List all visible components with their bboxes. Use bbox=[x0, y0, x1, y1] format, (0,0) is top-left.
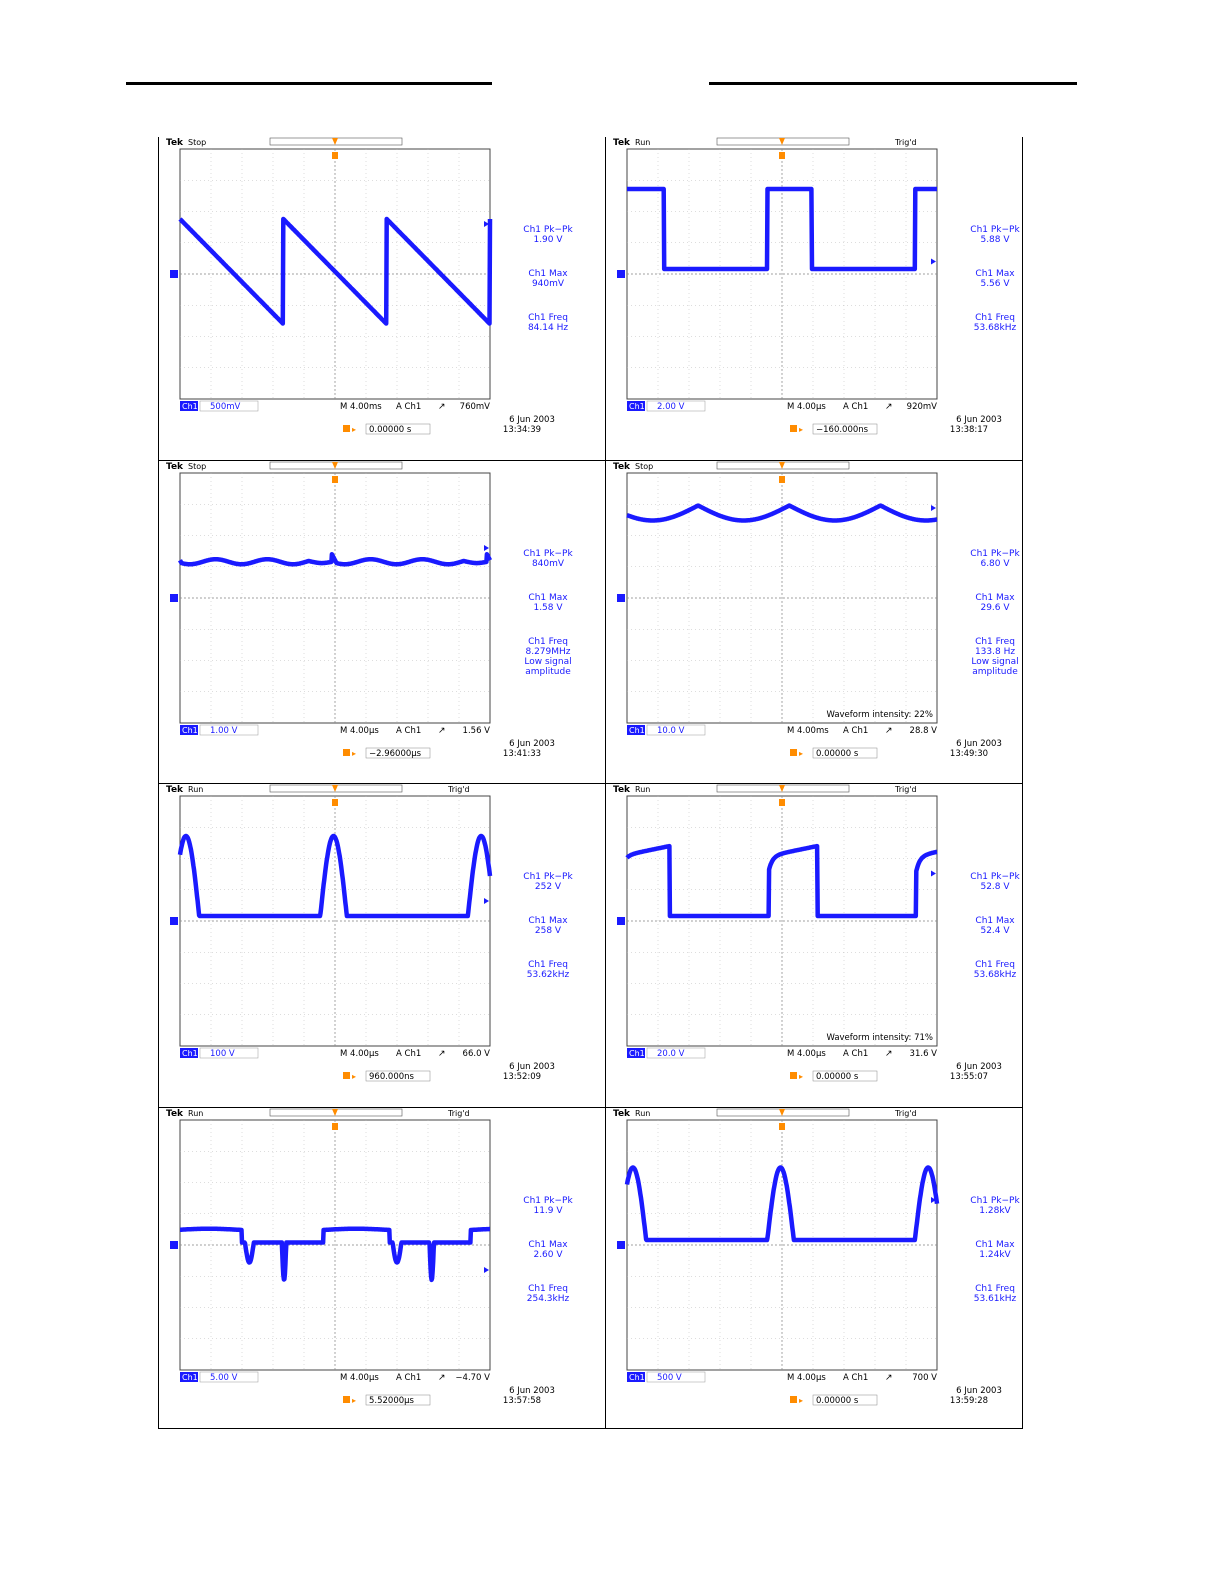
trigger-position: 0.00000 s bbox=[369, 425, 412, 435]
measurement-value: 6.80 V bbox=[980, 559, 1010, 569]
trigger-delay-icon bbox=[343, 1396, 350, 1403]
trigger-source: A Ch1 bbox=[843, 1373, 869, 1383]
acquisition-state: Run bbox=[635, 138, 651, 147]
oscilloscope-screenshot bbox=[160, 461, 580, 771]
rising-edge-icon: ↗ bbox=[885, 1373, 893, 1383]
timebase: M 4.00µs bbox=[340, 726, 379, 736]
scope-capture-5 bbox=[160, 784, 580, 1098]
ch1-ground-marker bbox=[617, 270, 625, 278]
acquisition-state: Run bbox=[635, 785, 651, 794]
rising-edge-icon: ↗ bbox=[438, 1373, 446, 1383]
ch1-ground-marker bbox=[617, 1241, 625, 1249]
ch1-ground-marker bbox=[170, 594, 178, 602]
trigger-point-icon bbox=[779, 799, 785, 806]
ch1-scale: 100 V bbox=[210, 1049, 235, 1059]
measurement-label: Ch1 Max bbox=[528, 916, 568, 926]
measurement-label: Ch1 Max bbox=[975, 916, 1015, 926]
measurement-label: Ch1 Max bbox=[528, 1240, 568, 1250]
measurement-value: 52.4 V bbox=[980, 926, 1010, 936]
measurement-value: 258 V bbox=[534, 926, 562, 936]
ch1-ground-marker bbox=[170, 917, 178, 925]
measurement-value: 84.14 Hz bbox=[527, 323, 569, 333]
trigger-position: 0.00000 s bbox=[816, 1072, 859, 1082]
trigger-source: A Ch1 bbox=[843, 1049, 869, 1059]
ch1-badge-label: Ch1 bbox=[182, 726, 198, 735]
header-rule-left bbox=[126, 82, 492, 85]
scope-capture-1 bbox=[160, 137, 580, 451]
timebase: M 4.00µs bbox=[787, 1373, 826, 1383]
trigger-position: 0.00000 s bbox=[816, 1396, 859, 1406]
waveform-intensity-readout: Waveform intensity: 71% bbox=[826, 1033, 933, 1043]
arrow-icon: ▸ bbox=[799, 1396, 804, 1405]
acquisition-state: Run bbox=[188, 785, 204, 794]
arrow-icon: ▸ bbox=[799, 425, 804, 434]
tek-logo: Tek bbox=[613, 138, 631, 148]
rising-edge-icon: ↗ bbox=[885, 726, 893, 736]
trigger-point-icon bbox=[779, 1123, 785, 1130]
timebase: M 4.00µs bbox=[340, 1049, 379, 1059]
capture-time: 13:38:17 bbox=[949, 425, 989, 435]
measurement-label: Ch1 Max bbox=[975, 269, 1015, 279]
trigger-position: 5.52000µs bbox=[369, 1396, 414, 1406]
trigger-position: 960.000ns bbox=[369, 1072, 414, 1082]
scope-capture-7 bbox=[160, 1108, 580, 1422]
trigger-source: A Ch1 bbox=[843, 402, 869, 412]
oscilloscope-screenshot bbox=[160, 784, 580, 1094]
timebase: M 4.00µs bbox=[340, 1373, 379, 1383]
measurement-label: Ch1 Max bbox=[528, 269, 568, 279]
acquisition-state: Stop bbox=[635, 462, 654, 471]
capture-date: 6 Jun 2003 bbox=[956, 415, 1002, 425]
tek-logo: Tek bbox=[166, 785, 184, 795]
ch1-scale: 20.0 V bbox=[657, 1049, 685, 1059]
capture-date: 6 Jun 2003 bbox=[509, 1386, 555, 1396]
measurement-label: Ch1 Max bbox=[975, 1240, 1015, 1250]
arrow-icon: ▸ bbox=[352, 1072, 357, 1081]
ch1-badge-label: Ch1 bbox=[629, 726, 645, 735]
waveform-intensity-readout: Waveform intensity: 22% bbox=[826, 710, 933, 720]
acquisition-state: Run bbox=[635, 1109, 651, 1118]
capture-time: 13:41:33 bbox=[502, 749, 542, 759]
measurement-value: 1.90 V bbox=[533, 235, 563, 245]
ch1-scale: 500 V bbox=[657, 1373, 682, 1383]
timebase: M 4.00ms bbox=[340, 402, 382, 412]
measurement-value: 29.6 V bbox=[980, 603, 1010, 613]
measurement-value: 8.279MHz bbox=[525, 647, 571, 657]
tek-logo: Tek bbox=[613, 1109, 631, 1119]
measurement-value: 2.60 V bbox=[533, 1250, 563, 1260]
trigger-level: 700 V bbox=[912, 1373, 937, 1383]
ch1-scale: 2.00 V bbox=[657, 402, 685, 412]
measurement-label: Ch1 Pk−Pk bbox=[523, 1196, 573, 1206]
oscilloscope-screenshot bbox=[607, 461, 1027, 771]
measurement-value: 5.88 V bbox=[980, 235, 1010, 245]
trigger-level: 760mV bbox=[459, 402, 490, 412]
measurement-label: Ch1 Freq bbox=[528, 960, 568, 970]
tek-logo: Tek bbox=[166, 138, 184, 148]
ch1-ground-marker bbox=[170, 1241, 178, 1249]
trigger-point-icon bbox=[332, 1123, 338, 1130]
measurement-value: Low signal bbox=[524, 657, 572, 667]
measurement-label: Ch1 Freq bbox=[975, 313, 1015, 323]
trigger-delay-icon bbox=[343, 425, 350, 432]
trigger-point-icon bbox=[332, 152, 338, 159]
measurement-label: Ch1 Freq bbox=[528, 637, 568, 647]
ch1-badge-label: Ch1 bbox=[629, 402, 645, 411]
capture-time: 13:34:39 bbox=[502, 425, 542, 435]
tek-logo: Tek bbox=[613, 785, 631, 795]
ch1-badge-label: Ch1 bbox=[629, 1049, 645, 1058]
capture-date: 6 Jun 2003 bbox=[956, 1386, 1002, 1396]
arrow-icon: ▸ bbox=[352, 749, 357, 758]
trigger-delay-icon bbox=[343, 749, 350, 756]
measurement-value: 252 V bbox=[534, 882, 562, 892]
trigger-level: 31.6 V bbox=[909, 1049, 937, 1059]
acquisition-state: Run bbox=[188, 1109, 204, 1118]
measurement-value: 11.9 V bbox=[533, 1206, 563, 1216]
tek-logo: Tek bbox=[166, 462, 184, 472]
trigger-source: A Ch1 bbox=[396, 726, 422, 736]
scope-capture-4 bbox=[607, 461, 1027, 775]
measurement-value: 840mV bbox=[531, 559, 565, 569]
trigger-point-icon bbox=[332, 476, 338, 483]
capture-time: 13:59:28 bbox=[949, 1396, 989, 1406]
acquisition-state: Stop bbox=[188, 138, 207, 147]
trigger-status: Trig'd bbox=[895, 785, 917, 794]
trigger-level: 1.56 V bbox=[462, 726, 490, 736]
measurement-value: 940mV bbox=[531, 279, 565, 289]
rising-edge-icon: ↗ bbox=[885, 402, 893, 412]
ch1-badge-label: Ch1 bbox=[182, 1049, 198, 1058]
measurement-label: Ch1 Pk−Pk bbox=[970, 225, 1020, 235]
ch1-badge-label: Ch1 bbox=[182, 402, 198, 411]
measurement-label: Ch1 Pk−Pk bbox=[970, 1196, 1020, 1206]
measurement-label: Ch1 Max bbox=[975, 593, 1015, 603]
arrow-icon: ▸ bbox=[352, 425, 357, 434]
oscilloscope-screenshot bbox=[160, 1108, 580, 1418]
trigger-source: A Ch1 bbox=[843, 726, 869, 736]
capture-time: 13:49:30 bbox=[949, 749, 989, 759]
ch1-scale: 10.0 V bbox=[657, 726, 685, 736]
measurement-value: 52.8 V bbox=[980, 882, 1010, 892]
trigger-delay-icon bbox=[343, 1072, 350, 1079]
measurement-value: 254.3kHz bbox=[526, 1294, 570, 1304]
timebase: M 4.00µs bbox=[787, 402, 826, 412]
trigger-delay-icon bbox=[790, 1072, 797, 1079]
measurement-label: Ch1 Max bbox=[528, 593, 568, 603]
measurement-label: Ch1 Pk−Pk bbox=[970, 872, 1020, 882]
trigger-position: −2.96000µs bbox=[369, 749, 422, 759]
measurement-value: 53.61kHz bbox=[973, 1294, 1017, 1304]
arrow-icon: ▸ bbox=[799, 749, 804, 758]
trigger-level: 66.0 V bbox=[462, 1049, 490, 1059]
ch1-scale: 500mV bbox=[210, 402, 241, 412]
trigger-status: Trig'd bbox=[448, 1109, 470, 1118]
tek-logo: Tek bbox=[166, 1109, 184, 1119]
trigger-delay-icon bbox=[790, 1396, 797, 1403]
ch1-scale: 1.00 V bbox=[210, 726, 238, 736]
measurement-value: 53.68kHz bbox=[973, 323, 1017, 333]
measurement-label: Ch1 Pk−Pk bbox=[970, 549, 1020, 559]
capture-date: 6 Jun 2003 bbox=[509, 1062, 555, 1072]
trigger-position: 0.00000 s bbox=[816, 749, 859, 759]
measurement-label: Ch1 Freq bbox=[528, 313, 568, 323]
capture-date: 6 Jun 2003 bbox=[509, 739, 555, 749]
trigger-point-icon bbox=[779, 476, 785, 483]
capture-date: 6 Jun 2003 bbox=[509, 415, 555, 425]
header-rule-right bbox=[709, 82, 1077, 85]
oscilloscope-screenshot bbox=[607, 137, 1027, 447]
ch1-ground-marker bbox=[617, 594, 625, 602]
trigger-source: A Ch1 bbox=[396, 1373, 422, 1383]
scope-capture-6 bbox=[607, 784, 1027, 1098]
ch1-ground-marker bbox=[170, 270, 178, 278]
tek-logo: Tek bbox=[613, 462, 631, 472]
capture-time: 13:55:07 bbox=[949, 1072, 989, 1082]
measurement-value: 1.28kV bbox=[979, 1206, 1011, 1216]
measurement-value: 53.68kHz bbox=[973, 970, 1017, 980]
rising-edge-icon: ↗ bbox=[438, 1049, 446, 1059]
rising-edge-icon: ↗ bbox=[438, 726, 446, 736]
measurement-label: Ch1 Freq bbox=[975, 960, 1015, 970]
trigger-status: Trig'd bbox=[895, 138, 917, 147]
trigger-level: −4.70 V bbox=[455, 1373, 490, 1383]
rising-edge-icon: ↗ bbox=[438, 402, 446, 412]
timebase: M 4.00µs bbox=[787, 1049, 826, 1059]
measurement-value: amplitude bbox=[972, 667, 1018, 677]
oscilloscope-screenshot bbox=[607, 1108, 1027, 1418]
measurement-label: Ch1 Freq bbox=[975, 1284, 1015, 1294]
timebase: M 4.00ms bbox=[787, 726, 829, 736]
oscilloscope-screenshot bbox=[607, 784, 1027, 1094]
measurement-value: Low signal bbox=[971, 657, 1019, 667]
trigger-delay-icon bbox=[790, 425, 797, 432]
measurement-label: Ch1 Freq bbox=[528, 1284, 568, 1294]
trigger-status: Trig'd bbox=[448, 785, 470, 794]
measurement-value: 1.58 V bbox=[533, 603, 563, 613]
scope-capture-3 bbox=[160, 461, 580, 775]
trigger-delay-icon bbox=[790, 749, 797, 756]
acquisition-state: Stop bbox=[188, 462, 207, 471]
trigger-point-icon bbox=[779, 152, 785, 159]
measurement-label: Ch1 Pk−Pk bbox=[523, 225, 573, 235]
trigger-position: −160.000ns bbox=[816, 425, 869, 435]
ch1-badge-label: Ch1 bbox=[629, 1373, 645, 1382]
scope-capture-2 bbox=[607, 137, 1027, 451]
rising-edge-icon: ↗ bbox=[885, 1049, 893, 1059]
trigger-level: 28.8 V bbox=[909, 726, 937, 736]
trigger-source: A Ch1 bbox=[396, 402, 422, 412]
measurement-value: 133.8 Hz bbox=[974, 647, 1016, 657]
oscilloscope-screenshot bbox=[160, 137, 580, 447]
capture-time: 13:52:09 bbox=[502, 1072, 542, 1082]
ch1-scale: 5.00 V bbox=[210, 1373, 238, 1383]
measurement-value: 1.24kV bbox=[979, 1250, 1011, 1260]
measurement-value: amplitude bbox=[525, 667, 571, 677]
measurement-label: Ch1 Freq bbox=[975, 637, 1015, 647]
arrow-icon: ▸ bbox=[799, 1072, 804, 1081]
ch1-ground-marker bbox=[617, 917, 625, 925]
trigger-source: A Ch1 bbox=[396, 1049, 422, 1059]
measurement-value: 5.56 V bbox=[980, 279, 1010, 289]
capture-date: 6 Jun 2003 bbox=[956, 1062, 1002, 1072]
arrow-icon: ▸ bbox=[352, 1396, 357, 1405]
trigger-point-icon bbox=[332, 799, 338, 806]
scope-capture-8 bbox=[607, 1108, 1027, 1422]
measurement-label: Ch1 Pk−Pk bbox=[523, 872, 573, 882]
trigger-level: 920mV bbox=[906, 402, 937, 412]
ch1-badge-label: Ch1 bbox=[182, 1373, 198, 1382]
measurement-value: 53.62kHz bbox=[526, 970, 570, 980]
trigger-status: Trig'd bbox=[895, 1109, 917, 1118]
capture-time: 13:57:58 bbox=[502, 1396, 542, 1406]
measurement-label: Ch1 Pk−Pk bbox=[523, 549, 573, 559]
capture-date: 6 Jun 2003 bbox=[956, 739, 1002, 749]
